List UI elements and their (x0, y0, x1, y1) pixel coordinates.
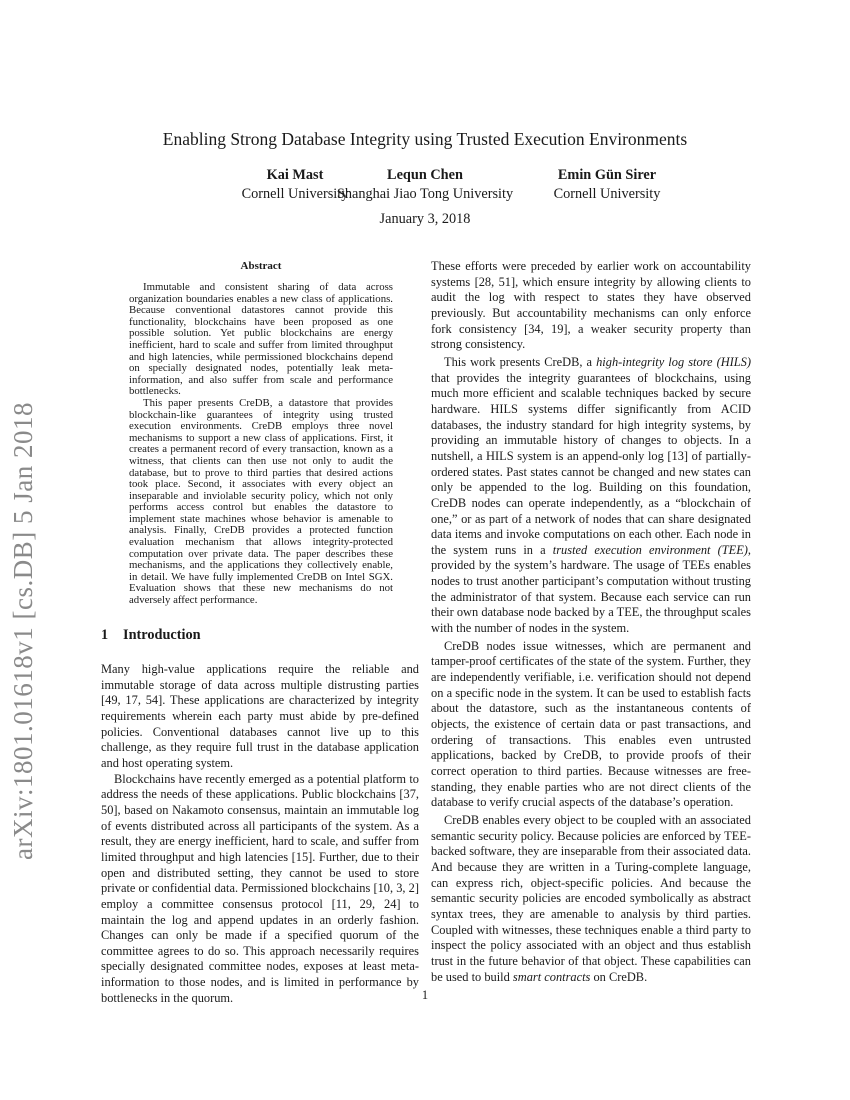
text-run: on CreDB. (590, 969, 648, 984)
author-affiliation: Cornell University (553, 186, 661, 202)
right-column (431, 259, 751, 987)
arxiv-identifier: arXiv:1801.01618v1 [cs.DB] 5 Jan 2018 (8, 402, 38, 860)
abstract-heading: Abstract (240, 260, 282, 272)
section-heading (101, 627, 419, 644)
author-block (507, 166, 707, 204)
body-paragraph (431, 355, 751, 637)
text-run: that provides the integrity guarantees of blockchains, using much more efficient and scalable techniques backed by secure hardware. HILS systems differ significantly from ACID databases, the industry standard for high integrity systems, by providing an immutable history of changes to objects. In a nutshell, a HILS system is an append-only log [13] of partially-ordered states. Past states cannot be changed and new states can only be appended to the log. Building on this foundation, CreDB nodes can operate independently, as a “blockchain of one,” or as part of a network of nodes that can share designated data items and invoke computations on each other. Each node in the system runs in a (431, 370, 751, 557)
body-paragraph: These efforts were preceded by earlier work on accountability systems [28, 51], which ensure integrity by allowing clients to audit the log with respect to states they have observed previously. But accountability mechanisms can only enforce fork consistency [34, 19], a weaker security property than strong consistency. (431, 259, 751, 352)
emphasis-hils: high-integrity log store (HILS) (596, 354, 751, 369)
text-run: This work presents CreDB, a (444, 354, 597, 369)
abstract-paragraph: This paper presents CreDB, a datastore that provides blockchain-like guarantees of integrity using trusted execution environments. CreDB employs three novel mechanisms to support a new class of applications. First, it creates a permanent record of every transaction, known as a witness, that clients can then use not only to audit the database, but to prove to third parties that desired actions took place. Second, it associates with every object an inseparable and inviolable security policy, which not only performs access control but enables the datastore to implement state machines whose behavior is amenable to analysis. Finally, CreDB provides a protected function evaluation mechanism that allows integrity-protected computation over private data. The paper describes these mechanisms, and the applications they collectively enable, in detail. We have fully implemented CreDB on Intel SGX. Evaluation shows that these new mechanisms do not adversely affect performance. (129, 396, 393, 607)
body-paragraph (431, 813, 751, 985)
body-paragraph: Many high-value applications require the reliable and immutable storage of data across multiple distrusting parties [49, 17, 54]. These applications are characterized by integrity requirements wherein each party must abide by pre-defined policies. Conventional databases cannot live up to this challenge, as they require full trust in the database application and host operating system. (101, 662, 419, 770)
publication-date: January 3, 2018 (379, 211, 471, 227)
author-affiliation: Cornell University (241, 186, 349, 202)
emphasis-tee: trusted execution environment (TEE) (552, 542, 748, 557)
author-block (325, 166, 525, 204)
section-number: 1 (101, 627, 109, 643)
abstract-paragraph: Immutable and consistent sharing of data across organization boundaries enables a new class of applications. Because conventional datastores cannot provide this functionality, blockchains have been proposed as one possible solution. Yet public blockchains are energy inefficient, hard to scale and suffer from limited throughput and high latencies, while permissioned blockchains depend on specially designated nodes, potentially leak meta-information, and also suffer from scale and performance bottlenecks. (129, 281, 393, 398)
section-title: Introduction (123, 627, 201, 643)
page-number: 1 (421, 988, 429, 1002)
left-column (101, 627, 419, 1006)
author-name: Emin Gün Sirer (557, 167, 657, 183)
abstract (129, 260, 393, 607)
emphasis-smart-contracts: smart contracts (512, 969, 591, 984)
body-paragraph: Blockchains have recently emerged as a potential platform to address the needs of these applications. Public blockchains [37, 50], based on Nakamoto consensus, maintain an immutable log of events distributed across all participants of the system. As a result, they are energy inefficient, hard to scale, and suffer from limited throughput and high latencies [15]. Further, due to their open and distributed setting, they cannot be used to store private or confidential data. Permissioned blockchains [10, 3, 2] employ a committee consensus protocol [11, 29, 24] to maintain the log and append updates in an orderly fashion. Changes can only be made if a specified quorum of the committee agrees to do so. This approach necessarily requires specially designated committee nodes, exposes at least meta-information to those nodes, and is limited in performance by bottlenecks in the quorum. (101, 771, 419, 1005)
author-name: Kai Mast (266, 167, 324, 183)
text-run: CreDB enables every object to be coupled with an associated semantic security policy. Because policies are enforced by TEE-backed software, they are inseparable from their associated data. And because they are written in a Turing-complete language, can express rich, object-specific policies. And because the semantic security policies are encoded symbolically as abstract syntax trees, they are amenable to analysis by third parties. Coupled with witnesses, these techniques enable a third party to inspect the policy associated with an object and thus establish trust in the future behavior of that object. These capabilities can be used to build (431, 812, 751, 984)
text-run: , provided by the system’s hardware. The usage of TEEs enables nodes to trust another participant’s computation without trusting the administrator of that system. Because each service can run their own database node backed by a TEE, the throughput scales with the number of nodes in the system. (431, 542, 752, 636)
author-affiliation: Shanghai Jiao Tong University (336, 186, 514, 202)
body-paragraph: CreDB nodes issue witnesses, which are permanent and tamper-proof certificates of the state of the system. Further, they are independently verifiable, i.e. verification should not depend on a specific node in the system. It can be used to establish facts about the datastore, such as the instantaneous contents of objects, the existence of certain data or past transactions, and ordering of transactions. This enables even untrusted applications, backed by CreDB, to provide proofs of their correct operation to third parties. Because witnesses are free-standing, they enable parties who are not direct clients of the database to verify crucial aspects of the database’s operation. (431, 638, 751, 810)
author-name: Lequn Chen (387, 167, 463, 183)
paper-title: Enabling Strong Database Integrity using Trusted Execution Environments (162, 129, 688, 149)
